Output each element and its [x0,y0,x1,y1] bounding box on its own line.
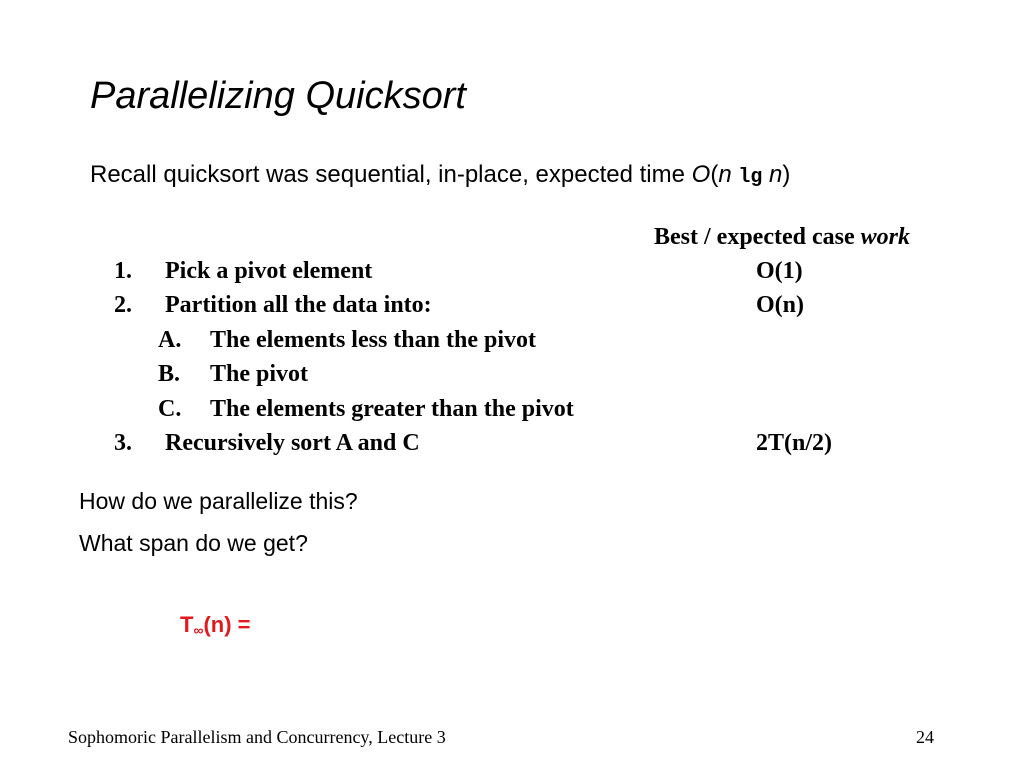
span-equals: = [231,612,251,637]
substep-text: The elements greater than the pivot [210,396,574,422]
close-paren: ) [782,161,791,188]
span-arg: (n) [203,612,232,637]
work-header-text: Best / expected case [654,224,861,250]
n-second: n [769,161,783,188]
substep-text: The pivot [210,361,309,387]
work-header-emphasis: work [860,224,910,250]
step-work: O(n) [756,292,804,318]
slide-title: Parallelizing Quicksort [90,75,466,117]
step-number: 1. [114,258,132,284]
big-o: O [691,161,711,188]
n-first: n [718,161,732,188]
footer-course: Sophomoric Parallelism and Concurrency, Lecture 3 [68,727,446,747]
span-t: T [180,612,194,637]
span-expression [180,612,251,638]
question-text: What span do we get? [79,530,308,556]
step-work: 2T(n/2) [756,430,833,456]
substep-letter: B. [158,361,181,387]
step-text: Pick a pivot element [165,258,373,284]
substep-text: The elements less than the pivot [210,327,536,353]
infinity-subscript: ∞ [193,622,204,638]
step-number: 3. [114,430,132,456]
lg-operator: lg [738,166,763,189]
step-text: Recursively sort A and C [165,430,420,456]
substep-letter: A. [158,327,182,353]
recall-line [90,161,790,189]
step-text: Partition all the data into: [165,292,432,318]
recall-text: Recall quicksort was sequential, in-place, expected time [90,161,692,188]
question-text: How do we parallelize this? [79,488,358,514]
work-header [654,224,910,251]
substep-letter: C. [158,396,182,422]
slide-number: 24 [916,727,934,747]
step-number: 2. [114,292,132,318]
step-work: O(1) [756,258,803,284]
open-paren: ( [710,161,719,188]
